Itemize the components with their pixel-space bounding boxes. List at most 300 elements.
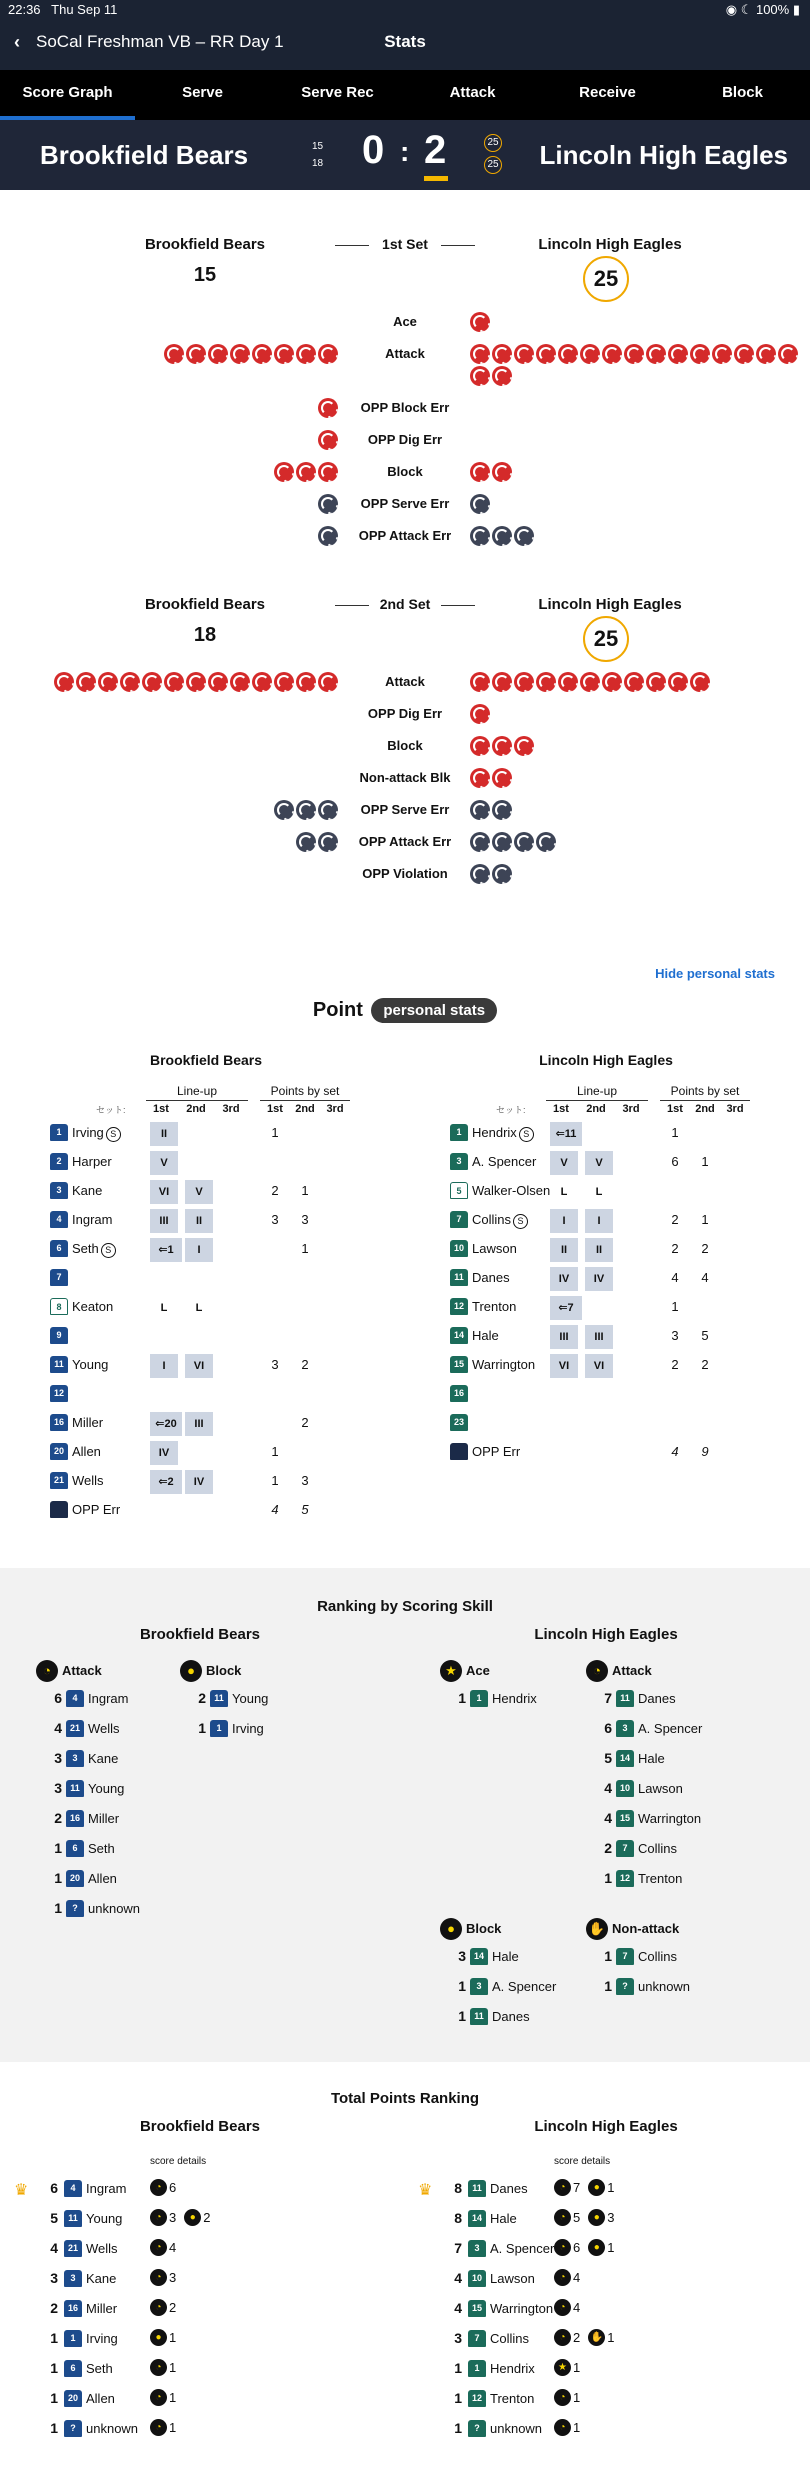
lineup-cell: ⇐20 (150, 1412, 182, 1436)
jersey-icon: 21 (66, 1720, 84, 1737)
total-row[interactable] (14, 2418, 404, 2446)
player-name: Young (88, 1781, 125, 1796)
player-row[interactable] (50, 1267, 360, 1295)
jersey-icon: 11 (50, 1356, 68, 1373)
total-points: 1 (454, 2390, 462, 2406)
jersey-icon: 11 (616, 1690, 634, 1707)
player-row[interactable] (50, 1296, 360, 1324)
stat-row-label: OPP Serve Err (360, 496, 450, 511)
rank-count: 6 (604, 1720, 612, 1736)
player-name: Lawson (490, 2271, 535, 2286)
points-set-2: 2nd (695, 1103, 715, 1115)
player-name: Irving (232, 1721, 264, 1736)
away-sets-won: 2 (424, 128, 447, 172)
status-time: 22:36 (8, 2, 41, 17)
score-detail-count: 4 (573, 2270, 581, 2285)
rank-count: 3 (458, 1948, 466, 1964)
player-name: Collins (490, 2331, 530, 2346)
player-name: Allen (86, 2391, 115, 2406)
ranking-row[interactable] (42, 1718, 192, 1742)
stat-row-label: OPP Serve Err (360, 802, 450, 817)
player-name: Trenton (490, 2391, 535, 2406)
lineup-cell: V (550, 1151, 578, 1175)
rank-count: 3 (54, 1780, 62, 1796)
jersey-icon: 10 (616, 1780, 634, 1797)
total-row[interactable] (14, 2358, 404, 2386)
total-points: 4 (454, 2270, 462, 2286)
points-set-3: 3rd (726, 1103, 744, 1115)
player-name-text: OPP Err (72, 1502, 121, 1517)
jersey-icon: 10 (468, 2270, 486, 2287)
top-bar (0, 0, 810, 70)
lineup-cell: IV (185, 1470, 213, 1494)
jersey-icon: 7 (50, 1269, 68, 1286)
score-detail-count: 1 (607, 2330, 615, 2345)
total-points: 3 (50, 2270, 58, 2286)
ranking-row[interactable] (446, 1946, 596, 1970)
ranking-row[interactable] (186, 1688, 336, 1712)
jersey-icon: 14 (450, 1327, 468, 1344)
attack-icon: ◔ (554, 2239, 571, 2256)
away-balls (470, 768, 810, 788)
volleyball-icon (208, 672, 228, 692)
nav-bar (0, 18, 810, 68)
total-points: 6 (50, 2180, 58, 2196)
rank-count: 1 (604, 1948, 612, 1964)
player-name-text: Walker-Olsen (472, 1183, 551, 1198)
player-name-text: Seth (72, 1241, 99, 1256)
attack-icon: ◔ (150, 2269, 167, 2286)
block-icon: ● (150, 2329, 167, 2346)
lineup-cell: VI (550, 1354, 578, 1378)
points-cell: 2 (671, 1357, 679, 1372)
player-row[interactable] (50, 1499, 360, 1527)
jersey-icon: 7 (616, 1840, 634, 1857)
total-points: 3 (454, 2330, 462, 2346)
player-row[interactable] (450, 1441, 760, 1469)
player-name: Danes (492, 2009, 530, 2024)
player-name-text: Irving (72, 1125, 104, 1140)
volleyball-icon (470, 462, 490, 482)
ranking-row[interactable] (592, 1946, 742, 1970)
player-row[interactable] (450, 1412, 760, 1440)
ranking-row[interactable] (592, 1718, 742, 1742)
total-row[interactable] (14, 2268, 404, 2296)
points-cell: 1 (301, 1241, 309, 1256)
jersey-icon: 11 (468, 2180, 486, 2197)
total-row[interactable] (14, 2178, 404, 2206)
jersey-icon: 6 (64, 2360, 82, 2377)
volleyball-icon (470, 672, 490, 692)
lineup-cell: ⇐11 (550, 1122, 582, 1146)
jersey-icon: 3 (468, 2240, 486, 2257)
ranking-row[interactable] (446, 2006, 596, 2030)
player-row[interactable] (50, 1354, 360, 1382)
volleyball-icon (492, 736, 512, 756)
volleyball-icon (470, 832, 490, 852)
lineup-cell: V (185, 1180, 213, 1204)
tab-receive[interactable]: Receive (579, 84, 636, 101)
hide-personal-stats-link[interactable]: Hide personal stats (655, 966, 775, 981)
player-name: unknown (86, 2421, 139, 2436)
player-row[interactable] (450, 1151, 760, 1179)
volleyball-icon (470, 494, 490, 514)
player-row[interactable] (50, 1441, 360, 1469)
points-cell: 1 (671, 1125, 679, 1140)
ranking-row[interactable] (186, 1718, 336, 1742)
volleyball-icon (318, 832, 338, 852)
player-name (472, 1328, 499, 1343)
home-balls (38, 526, 338, 546)
volleyball-icon (558, 344, 578, 364)
jersey-icon: ? (66, 1900, 84, 1917)
player-row[interactable] (450, 1209, 760, 1237)
score-detail-count: 1 (169, 2330, 177, 2345)
points-cell: 4 (701, 1270, 709, 1285)
player-name (72, 1357, 108, 1372)
player-name (72, 1183, 102, 1198)
total-row[interactable] (418, 2178, 808, 2206)
score-detail (554, 2359, 580, 2376)
ranking-row[interactable] (592, 1868, 742, 1892)
ranking-row[interactable] (592, 1688, 742, 1712)
points-cell: 9 (701, 1444, 709, 1459)
ranking-row[interactable] (42, 1688, 192, 1712)
total-points: 1 (454, 2360, 462, 2376)
volleyball-icon (296, 344, 316, 364)
lineup-cell: VI (150, 1180, 178, 1204)
jersey-icon: 12 (450, 1298, 468, 1315)
attack-icon: ◔ (554, 2389, 571, 2406)
score-detail (588, 2209, 614, 2226)
player-row[interactable] (450, 1325, 760, 1353)
points-cell: 5 (301, 1502, 309, 1517)
lineup-cell: II (585, 1238, 613, 1262)
player-name: Hendrix (490, 2361, 535, 2376)
points-cell: 1 (671, 1299, 679, 1314)
rank-count: 4 (604, 1780, 612, 1796)
attack-icon: ◔ (554, 2299, 571, 2316)
score-detail (150, 2359, 176, 2376)
total-row[interactable] (14, 2328, 404, 2356)
score-detail (554, 2299, 580, 2316)
score-details (554, 2389, 580, 2406)
away-team-name: Lincoln High Eagles (539, 140, 788, 170)
lineup-cell: ⇐7 (550, 1296, 582, 1320)
volleyball-icon (252, 672, 272, 692)
back-button[interactable]: SoCal Freshman VB – RR Day 1 (36, 32, 284, 51)
starting-setter-badge: S (101, 1243, 116, 1258)
player-name: Wells (88, 1721, 120, 1736)
attack-icon: ◔ (36, 1660, 58, 1682)
lineup-cell: L (195, 1302, 203, 1314)
player-row[interactable] (450, 1122, 760, 1150)
score-details (150, 2209, 210, 2226)
rank-count: 4 (604, 1810, 612, 1826)
ranking-row[interactable] (42, 1748, 192, 1772)
player-row[interactable] (450, 1354, 760, 1382)
player-name: Hale (638, 1751, 665, 1766)
ranking-row[interactable] (592, 1976, 742, 2000)
ptable-header (450, 1084, 760, 1124)
jersey-icon: 16 (50, 1414, 68, 1431)
player-row[interactable] (50, 1151, 360, 1179)
volleyball-icon (492, 864, 512, 884)
stat-row-label: OPP Attack Err (358, 528, 452, 543)
skill-header (586, 1660, 736, 1684)
score-details (150, 2269, 176, 2286)
ranking-row[interactable] (42, 1898, 192, 1922)
score-detail (554, 2389, 580, 2406)
total-row[interactable] (418, 2388, 808, 2416)
volleyball-icon (230, 344, 250, 364)
ranking-row[interactable] (592, 1748, 742, 1772)
score-detail (554, 2179, 580, 2196)
skill-header (180, 1660, 330, 1684)
jersey-icon: 7 (616, 1948, 634, 1965)
player-name-text: Ingram (72, 1212, 113, 1227)
player-row[interactable] (450, 1180, 760, 1208)
set-away-team: Lincoln High Eagles (538, 236, 682, 253)
ranking-title: Ranking by Scoring Skill (317, 1598, 493, 1615)
jersey-icon: 3 (616, 1720, 634, 1737)
total-row[interactable] (14, 2238, 404, 2266)
stat-row-label: OPP Dig Err (367, 432, 443, 447)
player-name: Wells (86, 2241, 118, 2256)
player-row[interactable] (50, 1180, 360, 1208)
volleyball-icon (296, 800, 316, 820)
volleyball-icon (492, 344, 512, 364)
score-detail-count: 5 (573, 2210, 581, 2225)
player-name-text: A. Spencer (472, 1154, 537, 1169)
rank-count: 1 (458, 2008, 466, 2024)
personal-stats-pill[interactable]: personal stats (371, 998, 497, 1023)
player-name-text: Miller (72, 1415, 104, 1430)
jersey-icon: 4 (50, 1211, 68, 1228)
player-row[interactable] (450, 1383, 760, 1411)
ranking-row[interactable] (42, 1778, 192, 1802)
player-name: Miller (86, 2301, 118, 2316)
score-detail (554, 2209, 580, 2226)
set-home-score: 18 (193, 624, 217, 646)
winner-underline (424, 176, 448, 181)
ranking-row[interactable] (446, 1688, 596, 1712)
ranking-row[interactable] (592, 1808, 742, 1832)
player-row[interactable] (50, 1122, 360, 1150)
score-details (554, 2299, 580, 2316)
total-row[interactable] (418, 2328, 808, 2356)
jersey-icon: 15 (450, 1356, 468, 1373)
set-label: セット: (96, 1105, 126, 1115)
total-row[interactable] (418, 2298, 808, 2326)
jersey-icon: ? (64, 2420, 82, 2437)
tab-serve-rec[interactable]: Serve Rec (301, 84, 374, 101)
player-name: Irving (86, 2331, 118, 2346)
rank-count: 1 (198, 1720, 206, 1736)
player-name: Collins (638, 1841, 678, 1856)
score-colon: : (400, 136, 410, 167)
player-name-text: Lawson (472, 1241, 517, 1256)
total-row[interactable] (14, 2388, 404, 2416)
ranking-row[interactable] (42, 1838, 192, 1862)
volleyball-icon (318, 398, 338, 418)
tab-score-graph[interactable]: Score Graph (0, 70, 135, 120)
player-row[interactable] (50, 1412, 360, 1440)
score-detail (150, 2209, 176, 2226)
ranking-row[interactable] (592, 1778, 742, 1802)
player-name: A. Spencer (638, 1721, 703, 1736)
player-name-text: Young (72, 1357, 109, 1372)
jersey-icon: ? (616, 1978, 634, 1995)
ace-icon: ★ (440, 1660, 462, 1682)
volleyball-icon (318, 672, 338, 692)
jersey-icon: 1 (64, 2330, 82, 2347)
volleyball-icon (470, 704, 490, 724)
player-name (472, 1125, 534, 1142)
player-name-text: Warrington (472, 1357, 536, 1372)
player-row[interactable] (50, 1383, 360, 1411)
ptable-header (50, 1084, 360, 1124)
volleyball-icon (536, 344, 556, 364)
stat-row-label: Ace (393, 314, 417, 329)
lineup-cell: I (550, 1209, 578, 1233)
player-name: unknown (88, 1901, 141, 1916)
jersey-icon: 11 (470, 2008, 488, 2025)
rank-count: 7 (604, 1690, 612, 1706)
attack-icon: ◔ (150, 2389, 167, 2406)
away-balls (470, 344, 810, 386)
score-detail-count: 1 (169, 2420, 177, 2435)
score-detail-count: 1 (607, 2180, 615, 2195)
jersey-icon: 21 (64, 2240, 82, 2257)
score-header (0, 120, 810, 190)
jersey-icon: 1 (470, 1690, 488, 1707)
player-name (72, 1154, 112, 1169)
player-row[interactable] (450, 1238, 760, 1266)
non-attack-icon: ✋ (588, 2329, 605, 2346)
points-cell: 3 (301, 1473, 309, 1488)
points-cell: 2 (671, 1212, 679, 1227)
jersey-icon: 3 (66, 1750, 84, 1767)
set-away-score: 25 (583, 616, 629, 662)
jersey-icon: 3 (450, 1153, 468, 1170)
volleyball-icon (690, 344, 710, 364)
player-name (472, 1299, 516, 1314)
tab-attack[interactable]: Attack (449, 84, 496, 101)
ranking-row[interactable] (42, 1808, 192, 1832)
jersey-icon: 2 (50, 1153, 68, 1170)
jersey-icon: 14 (470, 1948, 488, 1965)
chevron-left-icon[interactable]: ‹ (14, 32, 20, 52)
total-row[interactable] (418, 2418, 808, 2446)
rank-count: 1 (604, 1870, 612, 1886)
volleyball-icon (492, 462, 512, 482)
total-points: 1 (50, 2360, 58, 2376)
total-row[interactable] (418, 2268, 808, 2296)
score-detail-count: 1 (607, 2240, 615, 2255)
volleyball-icon (470, 312, 490, 332)
player-row[interactable] (50, 1238, 360, 1266)
volleyball-icon (514, 526, 534, 546)
player-name-text: Hale (472, 1328, 499, 1343)
tab-serve[interactable]: Serve (182, 84, 223, 101)
volleyball-icon (536, 832, 556, 852)
score-detail (554, 2239, 580, 2256)
score-detail-count: 4 (573, 2300, 581, 2315)
score-detail (554, 2269, 580, 2286)
lineup-header: Line-up (546, 1084, 648, 1101)
total-points: 1 (50, 2330, 58, 2346)
player-row[interactable] (450, 1296, 760, 1324)
set-label: 2nd Set (335, 596, 475, 612)
set2-away-score: 25 (484, 156, 502, 174)
player-name: unknown (490, 2421, 543, 2436)
ranking-row[interactable] (446, 1976, 596, 2000)
points-by-set-header: Points by set (260, 1084, 350, 1101)
home-balls (38, 398, 338, 418)
total-row[interactable] (418, 2208, 808, 2236)
skill-name: Attack (62, 1663, 102, 1678)
volleyball-icon (492, 526, 512, 546)
total-row[interactable] (14, 2298, 404, 2326)
rank-count: 6 (54, 1690, 62, 1706)
volleyball-icon (274, 344, 294, 364)
set-scores-home (312, 138, 323, 172)
volleyball-icon (230, 672, 250, 692)
ranking-row[interactable] (592, 1838, 742, 1862)
jersey-icon: 20 (50, 1443, 68, 1460)
away-balls (470, 312, 810, 332)
score-detail (150, 2269, 176, 2286)
volleyball-icon (536, 672, 556, 692)
player-row[interactable] (50, 1470, 360, 1498)
total-points: 4 (454, 2300, 462, 2316)
player-row[interactable] (50, 1325, 360, 1353)
player-name: Danes (638, 1691, 676, 1706)
tab-block[interactable]: Block (722, 84, 763, 101)
total-row[interactable] (14, 2208, 404, 2236)
ranking-row[interactable] (42, 1868, 192, 1892)
total-row[interactable] (418, 2238, 808, 2266)
stat-row-label: OPP Attack Err (358, 834, 452, 849)
points-cell: 1 (271, 1444, 279, 1459)
total-points: 5 (50, 2210, 58, 2226)
player-row[interactable] (450, 1267, 760, 1295)
volleyball-icon (514, 736, 534, 756)
score-detail-count: 1 (169, 2390, 177, 2405)
player-name: Seth (88, 1841, 115, 1856)
points-cell: 5 (701, 1328, 709, 1343)
skill-name: Non-attack (612, 1921, 680, 1936)
rank-count: 2 (198, 1690, 206, 1706)
total-points: 1 (50, 2420, 58, 2436)
battery-text: 100% (755, 2, 790, 17)
player-name: A. Spencer (492, 1979, 557, 1994)
set-away-score: 25 (583, 256, 629, 302)
jersey-icon: 3 (50, 1182, 68, 1199)
volleyball-icon (492, 768, 512, 788)
score-details (554, 2269, 580, 2286)
score-details (554, 2209, 614, 2226)
player-name: Ingram (86, 2181, 127, 2196)
volleyball-icon (98, 672, 118, 692)
total-row[interactable] (418, 2358, 808, 2386)
volleyball-icon (318, 344, 338, 364)
block-icon: ● (180, 1660, 202, 1682)
points-cell: 2 (301, 1357, 309, 1372)
player-row[interactable] (50, 1209, 360, 1237)
tab-bar (0, 70, 810, 120)
